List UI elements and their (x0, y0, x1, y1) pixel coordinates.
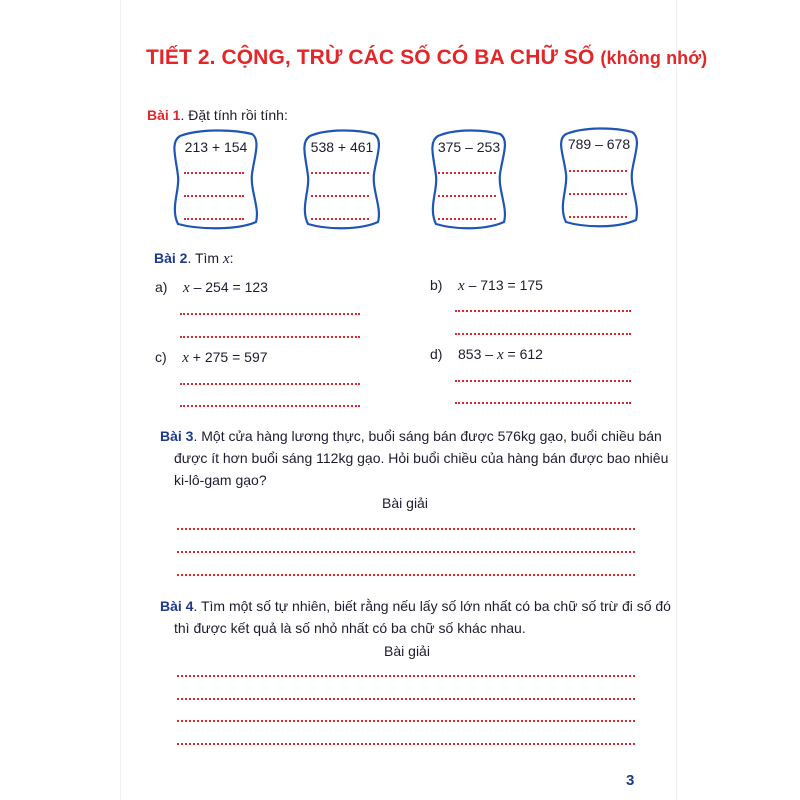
bai3-answer-line-3[interactable] (177, 574, 635, 576)
answer-line-d-2[interactable] (455, 402, 631, 404)
bai3-label: Bài 3 (160, 428, 194, 444)
answer-line-a-2[interactable] (180, 336, 360, 338)
bai3-answer-line-2[interactable] (177, 551, 635, 553)
bai2-label: Bài 2 (154, 250, 188, 266)
bubble-3-line-1[interactable] (438, 172, 496, 174)
bai1-label: Bài 1 (147, 107, 181, 123)
bubble-3-problem: 375 – 253 (437, 139, 501, 155)
item-b-var: x (458, 278, 465, 294)
bubble-1-line-2[interactable] (184, 195, 244, 197)
bai2-item-a (155, 279, 268, 297)
item-c-letter: c) (155, 349, 167, 365)
answer-line-d-1[interactable] (455, 380, 631, 382)
bubble-3-line-3[interactable] (438, 218, 496, 220)
bubble-4-line-2[interactable] (569, 193, 627, 195)
bai4-answer-line-3[interactable] (177, 720, 635, 722)
item-b-letter: b) (430, 277, 443, 293)
bai3-text-1: . Một cửa hàng lương thực, buổi sáng bán được 576kg gạo, buổi chiều bán (193, 428, 662, 444)
answer-line-a-1[interactable] (180, 313, 360, 315)
answer-line-c-1[interactable] (180, 383, 360, 385)
bai4-line-1 (160, 598, 671, 614)
bai4-answer-line-1[interactable] (177, 675, 635, 677)
bai1-heading (147, 107, 288, 123)
item-c-post: + 275 = 597 (188, 349, 268, 365)
item-a-post: – 254 = 123 (189, 279, 268, 295)
bubble-2-line-2[interactable] (311, 195, 369, 197)
bai3-line-1 (160, 428, 662, 444)
bai2-item-b (430, 277, 543, 295)
answer-line-b-1[interactable] (455, 310, 631, 312)
bai4-label: Bài 4 (160, 598, 194, 614)
item-d-letter: d) (430, 346, 443, 362)
bai3-answer-line-1[interactable] (177, 528, 635, 530)
bubble-1-problem: 213 + 154 (184, 139, 248, 155)
bai2-instruction: . Tìm (187, 250, 220, 266)
item-c-var: x (182, 350, 189, 366)
bai3-solution-label: Bài giải (382, 495, 428, 511)
bai2-heading (154, 250, 234, 268)
bai4-answer-line-4[interactable] (177, 743, 635, 745)
bubble-4-line-3[interactable] (569, 216, 627, 218)
bai4-text-1: . Tìm một số tự nhiên, biết rằng nếu lấy số lớn nhất có ba chữ số trừ đi số đó (193, 598, 671, 614)
bai3-line-2: được ít hơn buổi sáng 112kg gạo. Hỏi buổi chiều của hàng bán được bao nhiêu (174, 450, 669, 466)
title-sub: (không nhớ) (600, 48, 708, 68)
bai2-item-c (155, 349, 268, 367)
page-number: 3 (626, 772, 635, 789)
bubble-4-line-1[interactable] (569, 170, 627, 172)
item-d-var: x (496, 347, 504, 363)
bai4-line-2: thì được kết quả là số nhỏ nhất có ba chữ số khác nhau. (174, 620, 526, 636)
answer-line-b-2[interactable] (455, 333, 631, 335)
bai4-answer-line-2[interactable] (177, 698, 635, 700)
bubble-4-problem: 789 – 678 (567, 136, 631, 152)
title-main: TIẾT 2. CỘNG, TRỪ CÁC SỐ CÓ BA CHỮ SỐ (146, 46, 595, 69)
page-title (146, 46, 707, 70)
item-a-letter: a) (155, 279, 168, 295)
bubble-1-line-1[interactable] (184, 172, 244, 174)
answer-line-c-2[interactable] (180, 405, 360, 407)
bai2-colon: : (229, 250, 234, 266)
bubble-2-line-3[interactable] (311, 218, 369, 220)
item-d-pre: 853 – (458, 346, 497, 362)
bai4-solution-label: Bài giải (384, 643, 430, 659)
item-b-post: – 713 = 175 (464, 277, 543, 293)
bai3-line-3: ki-lô-gam gạo? (174, 472, 267, 488)
bubble-2-problem: 538 + 461 (310, 139, 374, 155)
bubble-1-line-3[interactable] (184, 218, 244, 220)
item-d-post: = 612 (503, 346, 543, 362)
bubble-3-line-2[interactable] (438, 195, 496, 197)
bai2-var: x (223, 251, 230, 267)
bai1-instruction: . Đặt tính rồi tính: (180, 107, 288, 123)
item-a-var: x (183, 280, 190, 296)
bai2-item-d (430, 346, 543, 364)
bubble-2-line-1[interactable] (311, 172, 369, 174)
